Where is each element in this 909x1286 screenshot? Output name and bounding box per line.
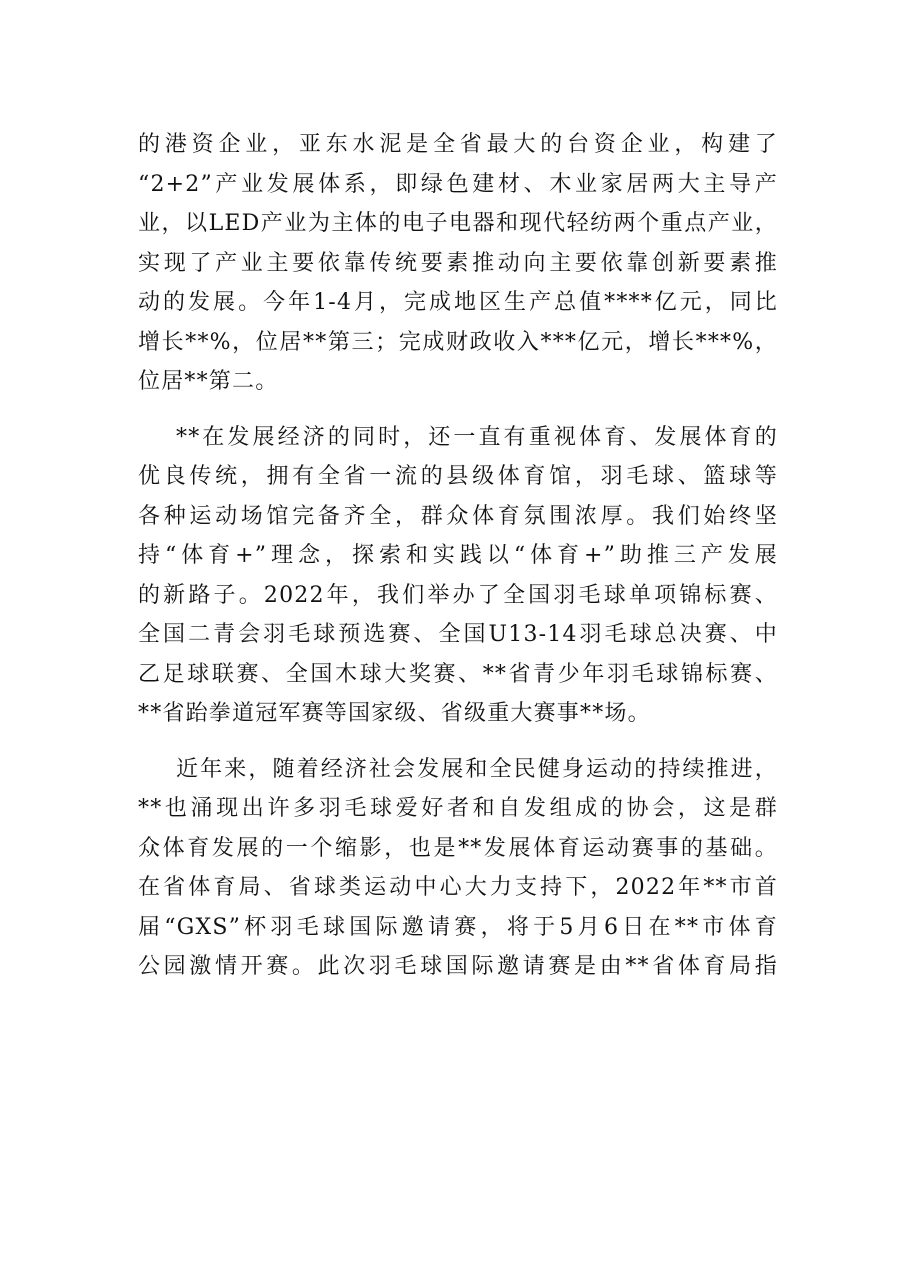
- text-line: 的新路子。2022年，我们举办了全国羽毛球单项锦标赛、: [138, 582, 778, 608]
- text-line: 众体育发展的一个缩影，也是**发展体育运动赛事的基础。: [138, 835, 778, 861]
- paragraph-badminton-invitational: [138, 750, 778, 987]
- document-page: [138, 125, 778, 987]
- text-line: 优良传统，拥有全省一流的县级体育馆，羽毛球、篮球等: [138, 464, 778, 489]
- text-line: **在发展经济的同时，还一直有重视体育、发展体育的: [176, 424, 778, 450]
- text-line: 实现了产业主要依靠传统要素推动向主要依靠创新要素推: [138, 250, 778, 276]
- text-line: 的港资企业，亚东水泥是全省最大的台资企业，构建了: [138, 132, 778, 157]
- text-line: 乙足球联赛、全国木球大奖赛、**省青少年羽毛球锦标赛、: [138, 661, 778, 687]
- text-line: 公园激情开赛。此次羽毛球国际邀请赛是由**省体育局指: [138, 954, 778, 979]
- text-line: “2+2”产业发展体系，即绿色建材、木业家居两大主导产: [138, 171, 778, 197]
- paragraph-gap: [138, 402, 778, 418]
- text-line: 位居**第二。: [138, 369, 279, 394]
- text-line: **也涌现出许多羽毛球爱好者和自发组成的协会，这是群: [138, 796, 778, 821]
- text-line: 全国二青会羽毛球预选赛、全国U13-14羽毛球总决赛、中: [138, 622, 778, 647]
- text-line: 届“GXS”杯羽毛球国际邀请赛，将于5月6日在**市体育: [138, 914, 778, 940]
- text-line: 各种运动场馆完备齐全，群众体育氛围浓厚。我们始终坚: [138, 503, 778, 529]
- text-line: 近年来，随着经济社会发展和全民健身运动的持续推进，: [176, 756, 778, 782]
- text-line: 动的发展。今年1-4月，完成地区生产总值****亿元，同比: [138, 290, 778, 315]
- paragraph-sports-tradition: [138, 418, 778, 734]
- text-line: 增长**%，位居**第三；完成财政收入***亿元，增长***%，: [138, 329, 778, 355]
- paragraph-industry: [138, 125, 778, 402]
- text-line: 持“体育+”理念，探索和实践以“体育+”助推三产发展: [138, 543, 778, 568]
- paragraph-gap: [138, 734, 778, 750]
- text-line: 业，以LED产业为主体的电子电器和现代轻纺两个重点产业，: [138, 211, 778, 236]
- text-line: 在省体育局、省球类运动中心大力支持下，2022年**市首: [138, 875, 778, 900]
- text-line: **省跆拳道冠军赛等国家级、省级重大赛事**场。: [138, 701, 651, 726]
